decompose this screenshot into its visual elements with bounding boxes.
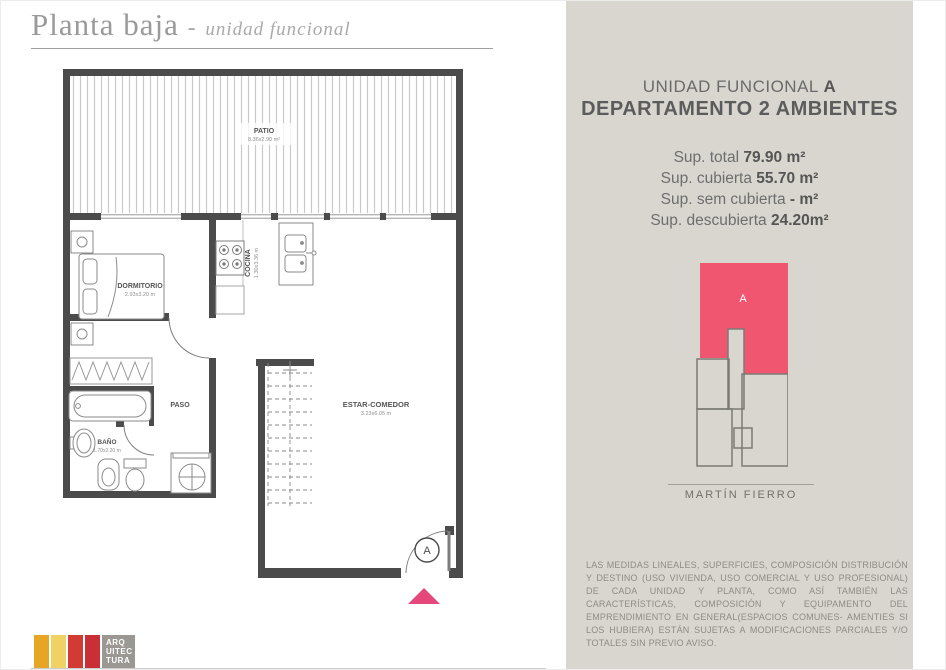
unit-label: UNIDAD FUNCIONAL	[642, 77, 819, 96]
title-main: Planta baja	[31, 7, 179, 42]
highlighted-unit-letter: A	[739, 293, 747, 305]
title-separator: -	[187, 15, 197, 41]
title-sub: unidad funcional	[205, 19, 351, 40]
cabinet-icon	[216, 286, 244, 314]
unit-type: DEPARTAMENTO 2 AMBIENTES	[581, 98, 898, 120]
door-arcs	[124, 318, 449, 573]
logo-wordmark	[102, 635, 135, 668]
location-map	[696, 263, 788, 468]
entrance-triangle	[408, 588, 440, 604]
unit-heading	[566, 77, 913, 97]
room-dims-cocina: 1.30x3.36 m	[254, 247, 260, 279]
room-label-estar: ESTAR-COMEDOR	[342, 400, 410, 409]
surface-list	[566, 147, 913, 231]
bidet-icon	[98, 459, 119, 490]
page-title	[31, 7, 493, 48]
logo-bar	[68, 635, 83, 668]
surface-row: Sup. total 79.90 m²	[673, 149, 806, 166]
stove-icon	[216, 241, 244, 275]
patio-area	[70, 76, 456, 213]
titlebar	[31, 7, 493, 48]
studio-logo	[34, 635, 135, 668]
surface-row: Sup. descubierta 24.20m²	[650, 212, 829, 229]
room-label-dormitorio: DORMITORIO	[117, 283, 163, 290]
logo-line: TURA	[106, 656, 131, 665]
room-dims-bano: 1.70x2.20 m	[93, 448, 121, 454]
logo-bar	[51, 635, 66, 668]
entrance-letter: A	[423, 545, 431, 557]
title-underline	[31, 48, 493, 49]
street-rule	[668, 484, 814, 485]
kitchen-island-icon	[279, 223, 316, 285]
room-dims-dormitorio: 2.93x3.20 m	[124, 292, 156, 298]
room-dims-patio: 8.36x2.90 m²	[247, 137, 281, 143]
street-label: MARTÍN FIERRO	[684, 489, 798, 501]
room-dims-estar: 3.23x6.05 m	[360, 411, 392, 417]
surface-row: Sup. sem cubierta - m²	[660, 191, 819, 208]
surface-row: Sup. cubierta 55.70 m²	[660, 170, 819, 187]
washing-machine-icon	[171, 453, 211, 493]
closet-icon	[70, 358, 152, 384]
footer-rule	[31, 668, 546, 669]
entrance-marker	[408, 538, 440, 604]
unit-info-panel	[566, 1, 913, 670]
unit-letter: A	[823, 77, 837, 96]
bathtub-icon	[69, 391, 151, 421]
room-label-cocina: COCINA	[245, 249, 252, 277]
stairs-icon	[268, 361, 312, 506]
room-label-bano: BAÑO	[97, 439, 117, 446]
toilet-icon	[124, 459, 146, 491]
room-label-paso: PASO	[170, 402, 190, 409]
logo-bar	[34, 635, 49, 668]
room-label-patio: PATIO	[253, 128, 275, 135]
logo-line: ARQ	[106, 638, 126, 647]
floor-plan	[56, 61, 471, 606]
logo-line: UITEC	[106, 647, 133, 656]
legal-disclaimer: LAS MEDIDAS LINEALES, SUPERFICIES, COMPOSICIÓN DISTRIBUCIÓN Y DESTINO (USO VIVIENDA, USO COMERCIAL Y USO PROFESIONAL) DE CADA UNIDAD Y PLANTA, COMO ASÍ TAMBIÉN LAS CARACTERÍSTICAS, COMPOSICIÓN Y EQUIPAMENTO DEL EMPRENDIMIENTO EN GENERAL(ESPACIOS COMUNES- AMENTIES SI LOS HUBIERA) ESTÁN SUJETAS A MODIFICACIONES PARCIALES Y/O TOTALES SIN PREVIO AVISO.	[586, 560, 908, 648]
sink-icon	[70, 429, 95, 457]
logo-bar	[85, 635, 100, 668]
